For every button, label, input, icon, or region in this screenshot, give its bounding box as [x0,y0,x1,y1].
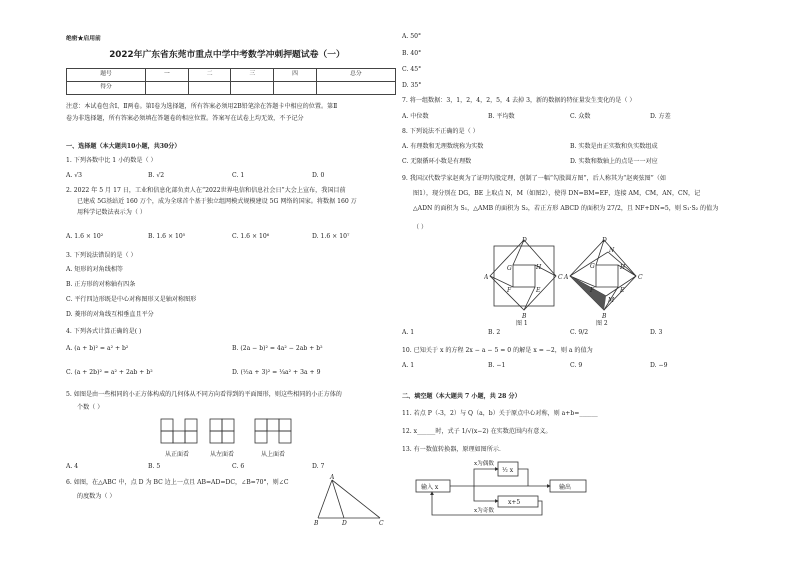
flow-plus-label: x+5 [508,499,521,506]
q6-label-a: A [330,474,335,481]
q6-label-c: C [379,520,384,526]
section1-heading: 一、选择题（本大题共10小题，共30分） [66,143,181,150]
q7-option-d: D. 方差 [650,113,671,120]
q3-option-a: A. 矩形的对角线相等 [66,266,124,273]
notice-line-1: 注意：本试卷包含Ⅰ、Ⅱ两卷。第Ⅰ卷为选择题，所有答案必须用2B铅笔涂在答题卡中相应的位置。第Ⅱ [66,103,338,110]
q6-option-d: D. 35° [402,82,422,89]
q3-option-c: C. 平行四边形既是中心对称图形又是轴对称图形 [66,296,197,303]
figure-1-shape [490,240,556,310]
table-cell: 二 [188,69,231,82]
q5-option-d: D. 7 [312,463,325,470]
q2-line-1: 2. 2022 年 5 月 17 日，工业和信息化部负责人在“2022世界电信和信息社会日”大会上宣布，我国目前 [66,187,346,194]
q2-option-a: A. 1.6 × 10² [66,233,104,240]
q11-stem: 11. 若点 P（-3，2）与 Q（a，b）关于原点中心对称，则 a+b=______ [402,410,598,417]
flow-half-label: ½ x [502,467,514,474]
q2-option-d: D. 1.6 × 10⁷ [312,233,350,240]
q2-option-c: C. 1.6 × 10⁶ [232,233,270,240]
fig1-label-a: A [484,274,489,281]
flow-output-label: 输出 [559,484,572,491]
table-cell [146,82,189,95]
q1-option-c: C. 1 [232,172,245,179]
q8-stem: 8. 下列说法不正确的是（ ） [402,128,479,135]
fig1-label-c: C [558,274,563,281]
section2-heading: 二、填空题（本大题共 7 小题，共 28 分） [402,393,521,400]
q1-option-b: B. √2 [148,172,165,179]
fig2-label-n: N [609,247,615,254]
table-cell: 总分 [316,69,395,82]
q3-option-d: D. 菱形的对角线互相垂直且平分 [66,311,154,318]
q9-line-2: 图1），现分别在 DG，BE 上取点 N，M（如图2），使得 DN=BM=EF，连接 AM，CM，AN，CN，记 [413,190,701,197]
q4-option-d: D. (½a + 3)² = ¼a² + 3a + 9 [232,369,321,376]
view-label-left: 从左面看 [210,451,235,458]
fig2-label-g: G [590,263,595,270]
q6-option-c: C. 45° [402,66,422,73]
q13-stem: 13. 有一数值转换器，原理如图所示． [402,446,506,453]
fig2-label-h: H [620,264,626,271]
q12-stem: 12. x______时，式子 1/√(x−2) 在实数范围内有意义。 [402,428,552,435]
fig1-caption: 图 1 [516,320,528,326]
flow-even-label: x为偶数 [474,461,494,467]
q8-option-d: D. 实数和数轴上的点是一一对应 [570,158,658,165]
q5-line-1: 5. 如图是由一些相同的小正方体构成的几何体从不同方向看得到的平面图形，则这些相同的小正方体的 [66,391,342,398]
q3-option-b: B. 正方形的对称轴有四条 [66,281,136,288]
flow-input-label: 输入 x [421,484,439,491]
q7-stem: 7. 将一组数据：3，1，2，4，2，5，4 去掉 3，新的数据的特征量发生变化的是（ ） [402,97,636,104]
notice-line-2: 卷为非选择题，所有答案必须填在答题卷的相应位置。答案写在试卷上均无效，不予记分 [66,115,304,122]
fig2-label-m: M [608,297,615,304]
flow-odd-label: x为奇数 [474,508,494,514]
q5-option-a: A. 4 [66,463,79,470]
table-cell [274,82,317,95]
fig2-label-e: E [620,287,625,294]
q1-stem: 1. 下列各数中比 1 小的数是（ ） [66,157,157,164]
table-cell: 三 [231,69,274,82]
table-cell: 四 [274,69,317,82]
fig1-label-b: B [522,313,527,320]
table-cell [188,82,231,95]
q9-line-1: 9. 我国汉代数学家赵爽为了证明勾股定理，创制了一幅“勾股圆方图”，后人称其为“赵爽弦图”（如 [402,175,666,182]
q3-stem: 3. 下列说法错误的是（ ） [66,252,137,259]
q6-triangle-figure [308,474,388,526]
fig2-label-c: C [638,274,643,281]
fig2-label-a: A [564,274,569,281]
front-view-shape [161,419,197,443]
q8-option-b: B. 实数是由正实数和负实数组成 [570,143,658,150]
q5-line-2: 个数（ ） [77,404,104,411]
top-view-shape [255,419,291,443]
q1-option-d: D. 0 [312,172,325,179]
table-cell: 一 [146,69,189,82]
q7-option-b: B. 平均数 [488,113,515,120]
q10-option-c: C. 9 [570,362,583,369]
fig2-label-f: F [590,287,595,294]
q9-option-b: B. 2 [488,329,501,336]
q4-option-a: A. (a + b)² = a² + b² [66,345,129,352]
q10-option-d: D. −9 [650,362,668,369]
q6-option-b: B. 40° [402,50,422,57]
q7-option-c: C. 众数 [570,113,591,120]
table-cell: 得分 [67,82,146,95]
q4-option-b: B. (2a − b)² = 4a² − 2ab + b² [232,345,323,352]
fig1-label-f: F [507,287,512,294]
q6-line-2: 的度数为（ ） [77,493,116,500]
q9-option-a: A. 1 [402,329,415,336]
shaded-triangle [570,276,606,310]
left-view-shape [210,419,234,443]
table-cell: 题号 [67,69,146,82]
fig2-label-b: B [602,313,607,320]
exam-title: 2022年广东省东莞市重点中学中考数学冲刺押题试卷（一） [109,50,345,60]
q4-option-c: C. (a + 2b)² = a² + 2ab + b² [66,369,153,376]
view-label-front: 从正面看 [165,451,190,458]
q5-option-b: B. 5 [148,463,161,470]
q7-option-a: A. 中位数 [402,113,429,120]
q9-zhao-shuang-figures [484,236,654,326]
fig1-label-h: H [536,264,542,271]
q6-label-b: B [314,520,319,526]
q2-line-2: 已建成 5G基站近 160 万个，成为全球首个基于独立组网模式规模建设 5G 网络的国家。将数据 160 万 [77,198,357,205]
q1-option-a: A. √3 [66,172,83,179]
q10-stem: 10. 已知关于 x 的方程 2x − a − 5 = 0 的解是 x = −2，则 a 的值为 [402,347,593,354]
q10-option-a: A. 1 [402,362,415,369]
q6-option-a: A. 50° [402,33,422,40]
q9-option-c: C. 9/2 [570,329,589,336]
fig1-label-d: D [522,237,527,244]
q13-flowchart [412,458,612,520]
fig2-caption: 图 2 [596,320,608,326]
q10-option-b: B. −1 [488,362,506,369]
fig1-label-e: E [536,287,541,294]
q2-option-b: B. 1.6 × 10⁵ [148,233,186,240]
q4-stem: 4. 下列各式计算正确的是( ) [66,328,142,335]
q6-label-d: D [342,520,347,526]
q5-views-figure [155,416,305,462]
q9-line-4: （ ） [413,224,428,231]
q8-option-a: A. 有理数和无理数统称为实数 [402,143,484,150]
score-table [66,68,396,95]
table-cell [231,82,274,95]
table-row [67,82,396,95]
q6-line-1: 6. 如图，在△ABC 中，点 D 为 BC 边上一点且 AB=AD=DC，∠B=70°，则∠C [66,479,289,486]
fig1-label-g: G [507,265,512,272]
q9-line-3: △ADN 的面积为 S₁，△AMB 的面积为 S₂，若正方形 ABCD 的面积为 27/2，且 NF+DN=5，则 S₁·S₂ 的值为 [413,205,719,212]
q2-line-3: 用科学记数法表示为（ ） [77,209,146,216]
q5-option-c: C. 6 [232,463,245,470]
fig2-label-d: D [602,237,607,244]
view-label-top: 从上面看 [261,451,286,458]
table-row [67,69,396,82]
q9-option-d: D. 3 [650,329,663,336]
table-cell [316,82,395,95]
secret-label: 绝密★启用前 [66,36,101,42]
q8-option-c: C. 无限循环小数是有理数 [402,158,472,165]
